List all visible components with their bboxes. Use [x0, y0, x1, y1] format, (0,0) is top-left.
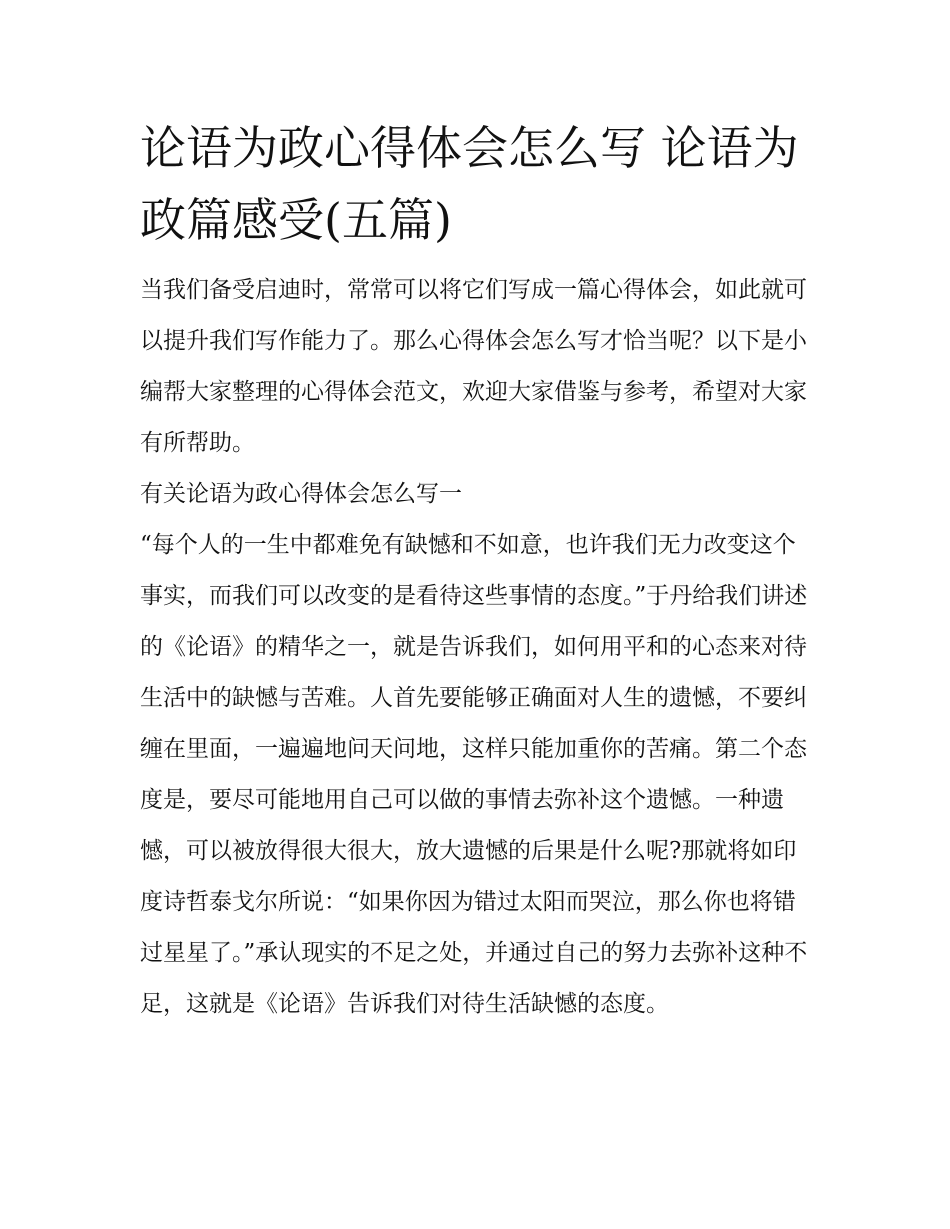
document-title: 论语为政心得体会怎么写 论语为政篇感受(五篇) [140, 121, 799, 247]
section-heading: 有关论语为政心得体会怎么写一 [140, 481, 462, 507]
intro-paragraph: 当我们备受启迪时，常常可以将它们写成一篇心得体会，如此就可以提升我们写作能力了。那么心得体会怎么写才恰当呢？以下是小编帮大家整理的心得体会范文，欢迎大家借鉴与参考，希望对大家有所帮助。 [140, 277, 807, 456]
body-paragraph: “每个人的一生中都难免有缺憾和不如意，也许我们无力改变这个事实，而我们可以改变的是看待这些事情的态度。”于丹给我们讲述的《论语》的精华之一，就是告诉我们，如何用平和的心态来对待生活中的缺憾与苦难。人首先要能够正确面对人生的遗憾，不要纠缠在里面，一遍遍地问天问地，这样只能加重你的苦痛。第二个态度是，要尽可能地用自己可以做的事情去弥补这个遗憾。一种遗憾，可以被放得很大很大，放大遗憾的后果是什么呢?那就将如印度诗哲泰戈尔所说：“如果你因为错过太阳而哭泣，那么你也将错过星星了。”承认现实的不足之处，并通过自己的努力去弥补这种不足，这就是《论语》告诉我们对待生活缺憾的态度。 [140, 532, 808, 1017]
document-content [140, 112, 815, 1030]
